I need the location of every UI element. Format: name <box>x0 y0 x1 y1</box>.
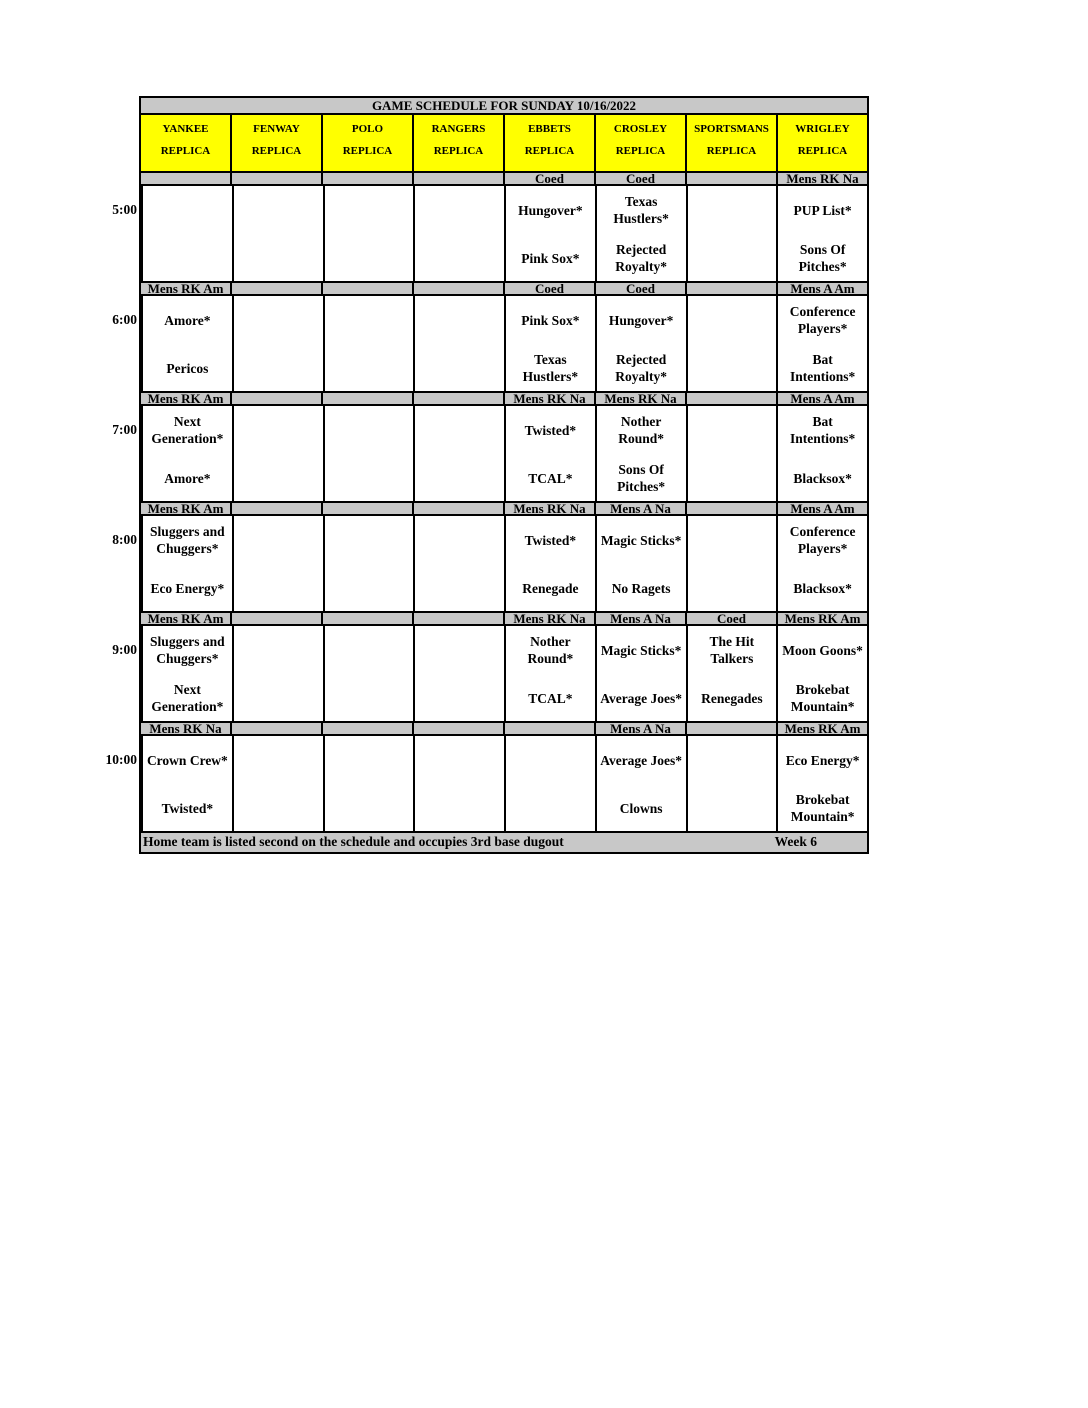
away-team <box>415 190 504 230</box>
time-label: 10:00 <box>105 752 137 767</box>
game-cell <box>504 736 595 831</box>
division-label <box>685 393 776 404</box>
division-label: Mens A Am <box>776 503 867 514</box>
division-row <box>139 723 869 736</box>
home-team: Renegades <box>701 690 763 706</box>
game-cell <box>595 186 686 281</box>
home-team <box>415 458 504 498</box>
schedule-footer <box>139 833 869 854</box>
game-cell <box>232 736 323 831</box>
division-label <box>321 723 412 734</box>
division-label <box>412 283 503 294</box>
week-label: Week 6 <box>774 834 817 849</box>
away-team: Conference Players* <box>789 304 856 336</box>
division-label <box>321 283 412 294</box>
home-team: Blacksox* <box>793 470 852 486</box>
game-cell <box>232 516 323 611</box>
division-label: Coed <box>503 283 594 294</box>
division-label: Mens A Am <box>776 393 867 404</box>
field-subtitle: REPLICA <box>342 145 393 157</box>
away-team <box>234 740 323 780</box>
division-label <box>230 613 321 624</box>
away-team: Conference Players* <box>789 524 856 556</box>
game-cell <box>686 626 777 721</box>
division-label <box>230 393 321 404</box>
schedule-body <box>105 173 869 833</box>
game-cell <box>232 296 323 391</box>
game-cell <box>413 296 504 391</box>
home-team <box>415 348 504 388</box>
field-name: WRIGLEY <box>795 123 850 135</box>
division-label <box>230 503 321 514</box>
division-label <box>685 723 776 734</box>
division-row <box>139 613 869 626</box>
home-team: Texas Hustlers* <box>522 352 579 384</box>
home-team: Pericos <box>166 360 209 376</box>
game-row <box>112 406 869 503</box>
division-label <box>230 283 321 294</box>
game-cell <box>141 296 232 391</box>
division-label: Coed <box>594 283 685 294</box>
game-cell <box>413 186 504 281</box>
division-label <box>412 393 503 404</box>
home-team <box>325 568 414 608</box>
game-cell <box>504 296 595 391</box>
away-team: The Hit Talkers <box>709 634 755 666</box>
away-team <box>415 410 504 450</box>
away-team: Twisted* <box>524 422 577 438</box>
division-label <box>685 503 776 514</box>
away-team: Pink Sox* <box>521 312 580 328</box>
home-team: Average Joes* <box>600 690 683 706</box>
away-team: Hungover* <box>518 202 583 218</box>
game-cell <box>776 736 867 831</box>
game-cell <box>776 296 867 391</box>
away-team: Sluggers and Chuggers* <box>150 524 225 556</box>
game-row <box>112 296 869 393</box>
home-team: Blacksox* <box>793 580 852 596</box>
away-team <box>234 190 323 230</box>
home-team <box>234 458 323 498</box>
game-cell <box>504 626 595 721</box>
away-team: PUP List* <box>793 202 852 218</box>
away-team: Next Generation* <box>151 414 224 446</box>
field-name: RANGERS <box>431 123 486 135</box>
game-row <box>112 186 869 283</box>
field-subtitle: REPLICA <box>251 145 302 157</box>
home-team-note: Home team is listed second on the schedule and occupies 3rd base dugout <box>143 834 564 849</box>
away-team: Texas Hustlers* <box>613 194 669 226</box>
division-label <box>503 723 594 734</box>
division-label <box>685 173 776 184</box>
away-team <box>506 740 595 780</box>
field-subtitle: REPLICA <box>160 145 211 157</box>
away-team: Moon Goons* <box>782 642 863 658</box>
home-team <box>234 238 323 278</box>
home-team <box>234 678 323 718</box>
home-team: Eco Energy* <box>150 580 225 596</box>
division-label: Mens RK Am <box>147 613 224 624</box>
schedule-table <box>105 96 869 854</box>
game-row <box>112 516 869 613</box>
home-team: Rejected Royalty* <box>615 352 667 384</box>
game-cell <box>323 406 414 501</box>
game-cell <box>595 516 686 611</box>
game-cell <box>776 626 867 721</box>
division-label: Mens RK Am <box>776 723 867 734</box>
home-team <box>234 348 323 388</box>
division-label: Coed <box>503 173 594 184</box>
time-label: 7:00 <box>112 422 137 437</box>
home-team: Clowns <box>619 800 663 816</box>
home-team: Next Generation* <box>151 682 224 714</box>
home-team: Renegade <box>522 580 579 596</box>
game-row <box>112 626 869 723</box>
field-subtitle: REPLICA <box>615 145 666 157</box>
game-cell <box>141 736 232 831</box>
division-label: Coed <box>685 613 776 624</box>
game-cell <box>141 186 232 281</box>
away-team <box>143 190 232 230</box>
home-team: Sons Of Pitches* <box>798 242 847 274</box>
division-label: Mens RK Na <box>594 393 685 404</box>
division-row <box>139 283 869 296</box>
home-team <box>325 788 414 828</box>
home-team <box>234 568 323 608</box>
away-team <box>688 740 777 780</box>
game-cell <box>413 736 504 831</box>
away-team <box>234 630 323 670</box>
field-header-row <box>139 115 869 173</box>
away-team: Crown Crew* <box>146 752 228 768</box>
away-team: Bat Intentions* <box>789 414 856 446</box>
division-label <box>230 723 321 734</box>
division-label <box>321 393 412 404</box>
time-label: 6:00 <box>112 312 137 327</box>
division-label <box>412 613 503 624</box>
game-cell <box>595 626 686 721</box>
away-team <box>234 410 323 450</box>
field-name: POLO <box>351 123 384 135</box>
division-label: Mens RK Na <box>149 723 222 734</box>
game-cell <box>232 626 323 721</box>
time-label: 9:00 <box>112 642 137 657</box>
division-label: Mens RK Na <box>503 503 594 514</box>
division-label: Mens RK Am <box>147 503 224 514</box>
away-team <box>688 190 777 230</box>
game-cell <box>232 406 323 501</box>
game-cell <box>141 406 232 501</box>
away-team: Magic Sticks* <box>600 642 682 658</box>
field-name: FENWAY <box>253 123 300 135</box>
game-cell <box>413 626 504 721</box>
field-name: YANKEE <box>162 123 209 135</box>
home-team <box>415 568 504 608</box>
game-cell <box>686 516 777 611</box>
division-row <box>139 393 869 406</box>
game-cell <box>686 186 777 281</box>
division-label <box>412 173 503 184</box>
away-team <box>415 630 504 670</box>
away-team: Eco Energy* <box>785 752 860 768</box>
home-team: Amore* <box>164 470 211 486</box>
away-team <box>325 630 414 670</box>
field-header-ebbets <box>503 115 594 171</box>
home-team: No Ragets <box>611 580 671 596</box>
home-team <box>688 348 777 388</box>
away-team: Nother Round* <box>618 414 665 446</box>
game-cell <box>232 186 323 281</box>
division-label: Mens RK Am <box>776 613 867 624</box>
away-team: Hungover* <box>608 312 674 328</box>
division-label <box>230 173 321 184</box>
field-header-polo <box>321 115 412 171</box>
home-team <box>415 788 504 828</box>
game-cell <box>595 736 686 831</box>
away-team <box>688 300 777 340</box>
game-cell <box>776 186 867 281</box>
home-team <box>688 788 777 828</box>
division-label <box>321 503 412 514</box>
division-label <box>685 283 776 294</box>
division-label <box>321 613 412 624</box>
home-team <box>325 458 414 498</box>
home-team <box>688 458 777 498</box>
home-team <box>415 238 504 278</box>
home-team <box>688 238 777 278</box>
home-team: Sons Of Pitches* <box>617 462 666 494</box>
away-team <box>688 520 777 560</box>
game-cell <box>413 406 504 501</box>
away-team <box>415 740 504 780</box>
game-cell <box>686 296 777 391</box>
field-header-sportsmans <box>685 115 776 171</box>
away-team <box>415 300 504 340</box>
field-header-rangers <box>412 115 503 171</box>
division-label: Mens A Am <box>776 283 867 294</box>
game-cell <box>776 516 867 611</box>
game-cell <box>595 296 686 391</box>
game-cell <box>323 736 414 831</box>
division-label: Mens RK Na <box>503 393 594 404</box>
game-cell <box>686 406 777 501</box>
game-cell <box>776 406 867 501</box>
home-team: Twisted* <box>161 800 214 816</box>
division-label: Mens RK Na <box>503 613 594 624</box>
away-team: Amore* <box>164 312 211 328</box>
division-label: Coed <box>594 173 685 184</box>
home-team: Brokebat Mountain* <box>790 792 855 824</box>
away-team: Magic Sticks* <box>600 532 682 548</box>
home-team: Bat Intentions* <box>789 352 856 384</box>
division-label <box>412 723 503 734</box>
division-label: Mens RK Na <box>776 173 867 184</box>
division-label: Mens RK Am <box>147 393 224 404</box>
game-cell <box>141 516 232 611</box>
away-team: Average Joes* <box>600 752 683 768</box>
game-cell <box>686 736 777 831</box>
away-team <box>325 410 414 450</box>
division-label: Mens A Na <box>594 503 685 514</box>
division-row <box>139 173 869 186</box>
division-label: Mens A Na <box>594 613 685 624</box>
game-cell <box>413 516 504 611</box>
division-row <box>139 503 869 516</box>
away-team <box>234 520 323 560</box>
away-team: Nother Round* <box>527 634 574 666</box>
away-team <box>325 300 414 340</box>
field-subtitle: REPLICA <box>524 145 575 157</box>
division-label: Mens A Na <box>594 723 685 734</box>
home-team <box>415 678 504 718</box>
field-name: SPORTSMANS <box>694 123 769 135</box>
away-team <box>688 410 777 450</box>
field-header-fenway <box>230 115 321 171</box>
home-team <box>143 238 232 278</box>
field-header-wrigley <box>776 115 867 171</box>
field-name: CROSLEY <box>613 123 668 135</box>
away-team <box>325 520 414 560</box>
game-row <box>105 736 869 833</box>
away-team <box>234 300 323 340</box>
game-cell <box>323 296 414 391</box>
away-team <box>325 740 414 780</box>
field-subtitle: REPLICA <box>706 145 757 157</box>
schedule-title: GAME SCHEDULE FOR SUNDAY 10/16/2022 <box>139 96 869 115</box>
home-team <box>234 788 323 828</box>
game-cell <box>595 406 686 501</box>
field-name: EBBETS <box>528 123 571 135</box>
division-label <box>141 173 230 184</box>
division-label <box>321 173 412 184</box>
division-label: Mens RK Am <box>147 283 224 294</box>
home-team: TCAL* <box>528 690 573 706</box>
field-header-crosley <box>594 115 685 171</box>
home-team: Brokebat Mountain* <box>790 682 855 714</box>
game-cell <box>323 186 414 281</box>
game-cell <box>504 406 595 501</box>
home-team <box>688 568 777 608</box>
game-cell <box>323 626 414 721</box>
away-team: Sluggers and Chuggers* <box>150 634 225 666</box>
away-team <box>325 190 414 230</box>
field-header-yankee <box>141 115 230 171</box>
field-subtitle: REPLICA <box>433 145 484 157</box>
time-label: 8:00 <box>112 532 137 547</box>
home-team <box>325 348 414 388</box>
home-team <box>325 678 414 718</box>
home-team: Rejected Royalty* <box>615 242 667 274</box>
away-team: Twisted* <box>524 532 577 548</box>
home-team: TCAL* <box>528 470 573 486</box>
field-subtitle: REPLICA <box>797 145 848 157</box>
home-team <box>325 238 414 278</box>
away-team <box>415 520 504 560</box>
game-cell <box>504 516 595 611</box>
game-cell <box>141 626 232 721</box>
game-cell <box>323 516 414 611</box>
division-label <box>412 503 503 514</box>
game-cell <box>504 186 595 281</box>
time-label: 5:00 <box>112 202 137 217</box>
home-team: Pink Sox* <box>521 250 580 266</box>
home-team <box>506 788 595 828</box>
